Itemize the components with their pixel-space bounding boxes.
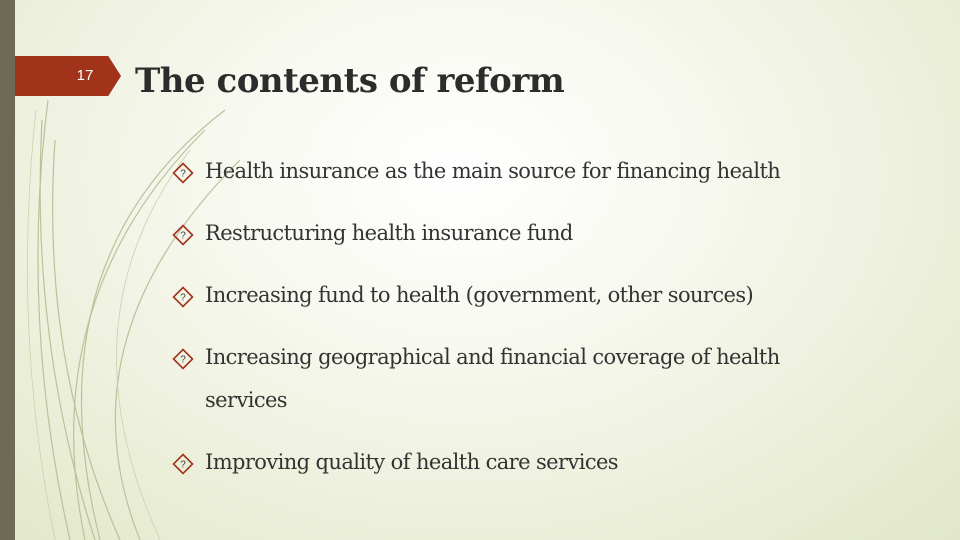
svg-text:?: ? xyxy=(180,168,186,180)
diamond-question-icon xyxy=(172,162,194,184)
diamond-question-icon xyxy=(172,224,194,246)
diamond-question-icon xyxy=(172,286,194,308)
slide-title: The contents of reform xyxy=(135,61,565,101)
bullet-item xyxy=(172,150,852,193)
svg-text:?: ? xyxy=(180,230,186,242)
bullet-item xyxy=(172,212,852,255)
diamond-question-icon xyxy=(172,348,194,370)
svg-text:?: ? xyxy=(180,354,186,366)
svg-text:?: ? xyxy=(180,292,186,304)
bullet-item xyxy=(172,274,852,317)
bullet-item xyxy=(172,441,852,484)
bullet-item xyxy=(172,336,852,422)
bullet-text: Increasing fund to health (government, other sources) xyxy=(205,283,754,307)
bullet-text: Increasing geographical and financial coverage of health services xyxy=(205,345,780,412)
svg-text:?: ? xyxy=(180,459,186,471)
bullet-list xyxy=(172,150,852,503)
bullet-text: Improving quality of health care services xyxy=(205,450,618,474)
bullet-text: Restructuring health insurance fund xyxy=(205,221,573,245)
diamond-question-icon xyxy=(172,453,194,475)
bullet-text: Health insurance as the main source for financing health xyxy=(205,159,781,183)
slide-number: 17 xyxy=(76,67,94,84)
